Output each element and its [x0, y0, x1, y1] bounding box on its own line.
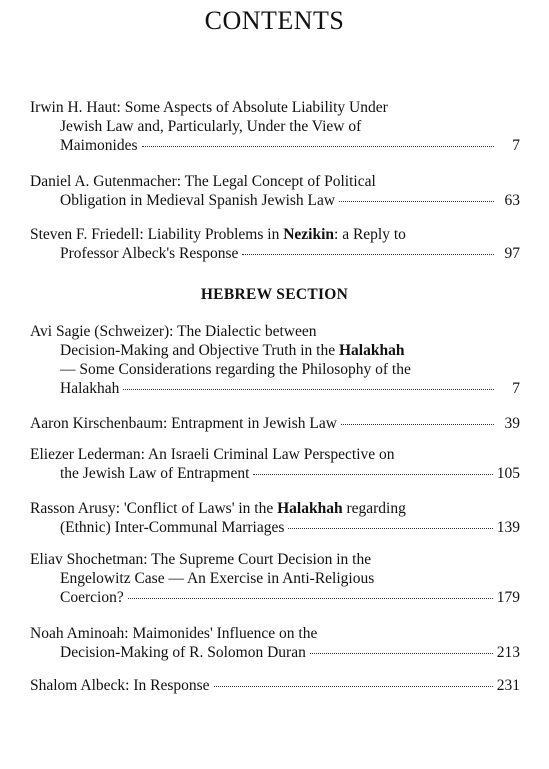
page-number: 7	[512, 137, 520, 154]
entry-line: Halakhah	[60, 380, 120, 397]
entry-line: Aaron Kirschenbaum: Entrapment in Jewish Law	[30, 415, 337, 432]
entry-line: Engelowitz Case — An Exercise in Anti-Religious	[60, 570, 375, 587]
dot-leader	[288, 528, 492, 529]
dot-leader	[310, 653, 493, 654]
entry-line: Steven F. Friedell: Liability Problems in Nezikin: a Reply to	[30, 226, 406, 243]
page-number: 97	[504, 245, 520, 262]
entry-line: Eliav Shochetman: The Supreme Court Decision in the	[30, 551, 372, 568]
entry-line: Decision-Making of R. Solomon Duran	[60, 644, 306, 661]
dot-leader	[214, 686, 493, 687]
entry-line: the Jewish Law of Entrapment	[60, 465, 250, 482]
dot-leader	[123, 389, 494, 390]
entry-line: Noah Aminoah: Maimonides' Influence on the	[30, 625, 318, 642]
dot-leader	[253, 474, 492, 475]
dot-leader	[242, 254, 494, 255]
page-number: 7	[512, 380, 520, 397]
entry-line: Decision-Making and Objective Truth in the Halakhah	[60, 342, 405, 359]
dot-leader	[142, 146, 495, 147]
entry-line: — Some Considerations regarding the Philosophy of the	[60, 361, 411, 378]
toc-entry[interactable]	[30, 676, 520, 695]
entry-line: Avi Sagie (Schweizer): The Dialectic between	[30, 323, 317, 340]
page-number: 179	[496, 589, 520, 606]
entry-line: Irwin H. Haut: Some Aspects of Absolute Liability Under	[30, 99, 388, 116]
toc-entry[interactable]	[30, 98, 520, 155]
toc-entry[interactable]	[30, 172, 520, 210]
entry-line: Shalom Albeck: In Response	[30, 677, 210, 694]
entry-line: (Ethnic) Inter-Communal Marriages	[60, 519, 285, 536]
page-number: 139	[496, 519, 520, 536]
page-number: 39	[504, 415, 520, 432]
toc-entry[interactable]	[30, 550, 520, 607]
toc-entry[interactable]	[30, 322, 520, 398]
section-heading: HEBREW SECTION	[200, 286, 349, 303]
toc-entry[interactable]	[30, 414, 520, 433]
entry-line: Jewish Law and, Particularly, Under the View of	[60, 118, 362, 135]
entry-line: Coercion?	[60, 589, 124, 606]
toc-entry[interactable]	[30, 624, 520, 662]
toc-entry[interactable]	[30, 499, 520, 537]
entry-line: Professor Albeck's Response	[60, 245, 239, 262]
entry-line: Eliezer Lederman: An Israeli Criminal Law Perspective on	[30, 446, 395, 463]
page-number: 63	[504, 192, 520, 209]
page-number: 105	[496, 465, 520, 482]
dot-leader	[341, 424, 494, 425]
toc-entry[interactable]	[30, 225, 520, 263]
page-title: CONTENTS	[204, 6, 345, 35]
dot-leader	[339, 201, 494, 202]
page-number: 213	[496, 644, 520, 661]
toc-entry[interactable]	[30, 445, 520, 483]
entry-line: Maimonides	[60, 137, 138, 154]
entry-line: Rasson Arusy: 'Conflict of Laws' in the Halakhah regarding	[30, 500, 406, 517]
entry-line: Daniel A. Gutenmacher: The Legal Concept of Political	[30, 173, 376, 190]
dot-leader	[128, 598, 493, 599]
entry-line: Obligation in Medieval Spanish Jewish Law	[60, 192, 336, 209]
page-number: 231	[496, 677, 520, 694]
